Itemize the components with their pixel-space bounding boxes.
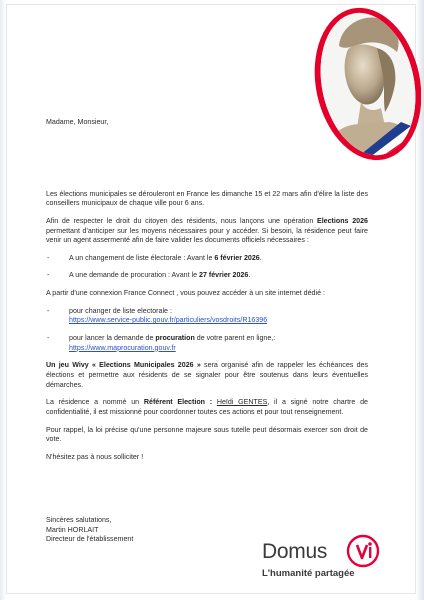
- wivy-game-title: Un jeu Wivy « Elections Municipales 2026 »: [46, 361, 201, 370]
- closing-greeting: Sincères salutations,: [46, 516, 112, 524]
- bullet-change-list-link: - pour changer de liste electorale : https://www.service-public.gouv.fr/particuliers/vosdroits/R16396: [47, 306, 268, 325]
- bullet-change-list: - A un changement de liste électorale : Avant le 6 février 2026.: [47, 253, 262, 262]
- maprocuration-link[interactable]: https://www.maprocuration.gouv.fr: [69, 343, 176, 352]
- salutation: Madame, Monsieur,: [46, 118, 109, 126]
- signatory-name: Martin HORLAIT: [46, 525, 99, 534]
- paragraph-france-connect: A partir d'une connexion France Connect , vous pouvez accéder à un site internet dédié :: [46, 289, 325, 298]
- bullet-proxy-link: - pour lancer la demande de procuration de votre parent en ligne,: https://www.maprocuration.gouv.fr: [47, 334, 276, 352]
- paragraph-operation: Afin de respecter le droit du citoyen des résidents, nous lançons une opération Elections 2026 permettant d'anticiper sur les moyens nécessaires pour y accéder. Si besoin, la résidence peut faire venir un agent assermenté afin de faire valider les documents officiels nécessaires :: [46, 216, 368, 245]
- paragraph-elections-dates: Les élections municipales se dérouleront en France les dimanche 15 et 22 mars afin d'élire la liste des conseillers municipaux de chaque ville pour 6 ans.: [46, 189, 368, 208]
- letter-body: [46, 118, 368, 462]
- paragraph-referent: La résidence a nommé un Référent Election : Heïdi GENTES, il a signé notre chartre de confidentialité, il est missionné pour coordonner toutes ces actions et pour tout renseignement.: [46, 398, 368, 416]
- paragraph-guardianship: Pour rappel, la loi précise qu'une personne majeure sous tutelle peut désormais exercer son droit de vote.: [46, 425, 368, 444]
- logo-wordmark: Domus: [262, 540, 328, 563]
- deadline-list-change: 6 février 2026: [214, 253, 260, 262]
- paragraph-contact: N'hésitez pas à nous solliciter !: [46, 452, 144, 461]
- operation-name: Elections 2026: [316, 216, 368, 225]
- referent-label: Référent Election :: [143, 398, 213, 407]
- signatory-title: Directeur de l'établissement: [46, 535, 134, 544]
- signature-block: [46, 516, 133, 545]
- bullet-proxy-request: - A une demande de procuration : Avant le 27 février 2026.: [47, 271, 251, 280]
- paragraph-wivy-game: Un jeu Wivy « Elections Municipales 2026 » sera organisé afin de rappeler les échéances des élections et permettre aux résidents de se signaler pour être soutenus dans leurs éventuelles démarches.: [46, 361, 369, 389]
- referent-name: Heïdi GENTES: [216, 398, 268, 407]
- domusvi-logo: [262, 540, 382, 590]
- service-public-link[interactable]: https://www.service-public.gouv.fr/particuliers/vosdroits/R16396: [69, 316, 268, 325]
- domus-vi-heart-icon: [346, 534, 380, 568]
- deadline-proxy: 27 février 2026: [199, 271, 249, 280]
- logo-tagline: L'humanité partagée: [262, 568, 355, 579]
